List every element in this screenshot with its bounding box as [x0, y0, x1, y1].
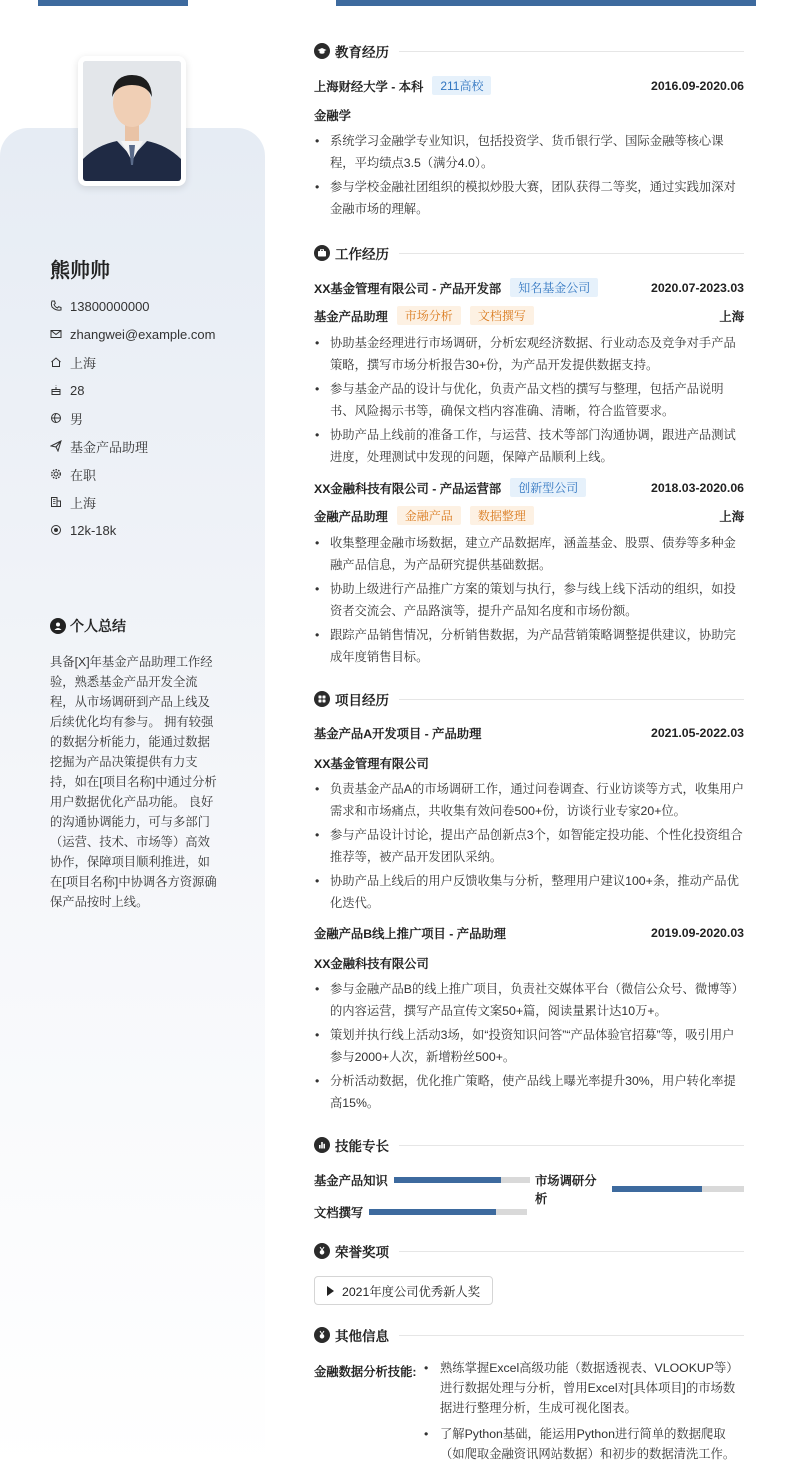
- skill-name: 基金产品知识: [314, 1174, 388, 1188]
- list-item: • 了解Python基础，能运用Python进行简单的数据爬取（如爬取金融资讯网站数据）和初步的数据清洗工作。: [422, 1424, 744, 1464]
- user-icon: [50, 618, 66, 634]
- awards-title: 荣誉奖项: [335, 1245, 389, 1260]
- skill-bar: [369, 1209, 527, 1215]
- project-period: 2019.09-2020.03: [651, 926, 744, 940]
- info-row-email: [50, 320, 215, 348]
- info-row-work-city: [50, 488, 215, 516]
- list-item: • 协助上级进行产品推广方案的策划与执行，参与线上线下活动的组织，如投资者交流会、产品路演等，提升产品知名度和市场份额。: [314, 578, 744, 622]
- info-row-status: [50, 460, 215, 488]
- email-value: zhangwei@example.com: [70, 326, 216, 342]
- medal-icon: [314, 1243, 330, 1259]
- summary-title: 个人总结: [70, 618, 126, 634]
- medal-icon: [314, 1327, 330, 1343]
- project-period: 2021.05-2022.03: [651, 726, 744, 740]
- info-row-phone: [50, 292, 215, 320]
- job-role: 金融产品助理: [314, 509, 388, 524]
- summary-heading: [50, 616, 126, 636]
- status-value: 在职: [70, 467, 97, 483]
- section-divider: [399, 51, 744, 52]
- list-item: • 协助产品上线后的用户反馈收集与分析，整理用户建议100+条，推动产品优化迭代。: [314, 870, 744, 914]
- list-item: • 分析活动数据，优化推广策略，使产品线上曝光率提升30%，用户转化率提高15%。: [314, 1070, 744, 1114]
- project-name: 金融产品B线上推广项目 - 产品助理: [314, 927, 506, 941]
- education-major: 金融学: [314, 109, 351, 123]
- job-period: 2020.07-2023.03: [651, 280, 744, 295]
- phone-icon: [50, 300, 70, 312]
- phone-value: 13800000000: [70, 298, 150, 314]
- project-name: 基金产品A开发项目 - 产品助理: [314, 727, 482, 741]
- job-tag: 知名基金公司: [510, 278, 598, 297]
- cake-icon: [50, 384, 70, 396]
- education-title: 教育经历: [335, 45, 389, 60]
- skill-bar: [394, 1177, 530, 1183]
- education-row: [314, 76, 744, 95]
- other-heading: [314, 1325, 744, 1345]
- job-row: [314, 278, 744, 297]
- section-divider: [399, 699, 744, 700]
- award-item[interactable]: [314, 1276, 493, 1305]
- list-item: • 协助基金经理进行市场调研，分析宏观经济数据、行业动态及竞争对手产品策略，撰写市场分析报告30+份，为产品开发提供数据支持。: [314, 332, 744, 376]
- list-item: • 系统学习金融学专业知识，包括投资学、货币银行学、国际金融等核心课程，平均绩点3.5（满分4.0）。: [314, 130, 744, 174]
- skill-tag: 数据整理: [470, 506, 534, 525]
- age-value: 28: [70, 382, 85, 398]
- job-bullets: [314, 332, 744, 470]
- list-item: • 协助产品上线前的准备工作，与运营、技术等部门沟通协调，跟进产品测试进度，处理测试中发现的问题，保障产品顺利上线。: [314, 424, 744, 468]
- project-row: [314, 724, 744, 742]
- salary-value: 12k-18k: [70, 522, 117, 538]
- play-icon: [327, 1286, 334, 1296]
- building-icon: [50, 496, 70, 508]
- work-title: 工作经历: [335, 247, 389, 262]
- avatar: [78, 56, 186, 186]
- briefcase-icon: [314, 245, 330, 261]
- other-bullets: [422, 1358, 744, 1470]
- skill-tag: 文档撰写: [470, 306, 534, 325]
- projects-heading: [314, 689, 744, 709]
- other-label: 金融数据分析技能:: [314, 1365, 417, 1379]
- skill-tag: 市场分析: [397, 306, 461, 325]
- list-item: • 参与学校金融社团组织的模拟炒股大赛，团队获得二等奖，通过实践加深对金融市场的理解。: [314, 176, 744, 220]
- job-role-row: [314, 306, 744, 325]
- education-heading: [314, 41, 744, 61]
- info-row-gender: [50, 404, 215, 432]
- job-period: 2018.03-2020.06: [651, 480, 744, 495]
- info-row-position: [50, 432, 215, 460]
- gear-icon: [50, 468, 70, 480]
- education-school: 上海财经大学 - 本科: [314, 79, 424, 94]
- work-heading: [314, 243, 744, 263]
- skills-title: 技能专长: [335, 1139, 389, 1154]
- list-item: • 参与产品设计讨论，提出产品创新点3个，如智能定投功能、个性化投资组合推荐等，被产品开发团队采纳。: [314, 824, 744, 868]
- work-city-value: 上海: [70, 495, 97, 511]
- project-bullets: [314, 778, 744, 916]
- other-title: 其他信息: [335, 1329, 389, 1344]
- send-icon: [50, 440, 70, 452]
- project-org: XX金融科技有限公司: [314, 957, 429, 971]
- section-divider: [399, 253, 744, 254]
- job-tag: 创新型公司: [510, 478, 586, 497]
- job-company: XX金融科技有限公司 - 产品运营部: [314, 481, 502, 496]
- skill-bar-fill: [612, 1186, 701, 1192]
- education-bullets: [314, 130, 744, 222]
- avatar-photo: [83, 61, 181, 181]
- skills-heading: [314, 1135, 744, 1155]
- project-org: XX基金管理有限公司: [314, 757, 429, 771]
- job-company: XX基金管理有限公司 - 产品开发部: [314, 281, 502, 296]
- skill-item: [314, 1203, 527, 1221]
- awards-heading: [314, 1241, 744, 1261]
- mail-icon: [50, 328, 70, 340]
- job-city: 上海: [719, 309, 744, 324]
- section-divider: [399, 1145, 744, 1146]
- position-value: 基金产品助理: [70, 439, 149, 455]
- list-item: • 收集整理金融市场数据，建立产品数据库，涵盖基金、股票、债券等多种金融产品信息，为产品研究提供基础数据。: [314, 532, 744, 576]
- skill-bar: [612, 1186, 744, 1192]
- list-item: • 跟踪产品销售情况，分析销售数据，为产品营销策略调整提供建议，协助完成年度销售目标。: [314, 624, 744, 668]
- skill-name: 文档撰写: [314, 1206, 364, 1220]
- info-row-age: [50, 376, 215, 404]
- skill-tag: 金融产品: [397, 506, 461, 525]
- skill-item: [535, 1171, 744, 1207]
- accent-bar-right: [336, 0, 756, 6]
- list-item: • 参与金融产品B的线上推广项目，负责社交媒体平台（微信公众号、微博等）的内容运营，撰写产品宣传文案50+篇，阅读量累计达10万+。: [314, 978, 744, 1022]
- list-item: • 参与基金产品的设计与优化，负责产品文档的撰写与整理，包括产品说明书、风险揭示书等，确保文档内容准确、清晰，符合监管要求。: [314, 378, 744, 422]
- job-city: 上海: [719, 509, 744, 524]
- location-value: 上海: [70, 355, 97, 371]
- gender-icon: [50, 412, 70, 424]
- job-row: [314, 478, 744, 497]
- award-label: 2021年度公司优秀新人奖: [342, 1284, 481, 1299]
- gender-value: 男: [70, 411, 84, 427]
- bar-chart-icon: [314, 1137, 330, 1153]
- job-role: 基金产品助理: [314, 309, 388, 324]
- accent-bar-left: [38, 0, 188, 6]
- graduation-cap-icon: [314, 43, 330, 59]
- list-item: • 负责基金产品A的市场调研工作，通过问卷调查、行业访谈等方式，收集用户需求和市场痛点，共收集有效问卷500+份，访谈行业专家20+位。: [314, 778, 744, 822]
- list-item: • 策划并执行线上活动3场，如“投资知识问答”“产品体验官招募”等，吸引用户参与2000+人次，新增粉丝500+。: [314, 1024, 744, 1068]
- contact-info-list: [50, 292, 215, 544]
- info-row-location: [50, 348, 215, 376]
- project-bullets: [314, 978, 744, 1116]
- skill-item: [314, 1171, 530, 1189]
- projects-title: 项目经历: [335, 693, 389, 708]
- home-icon: [50, 356, 70, 368]
- education-period: 2016.09-2020.06: [651, 78, 744, 93]
- job-bullets: [314, 532, 744, 670]
- job-role-row: [314, 506, 744, 525]
- project-row: [314, 924, 744, 942]
- skill-bar-fill: [369, 1209, 495, 1215]
- skill-name: 市场调研分析: [535, 1174, 597, 1206]
- skill-bar-fill: [394, 1177, 501, 1183]
- target-icon: [50, 524, 70, 536]
- education-tag: 211高校: [432, 76, 491, 95]
- list-item: • 熟练掌握Excel高级功能（数据透视表、VLOOKUP等）进行数据处理与分析，曾用Excel对[具体项目]的市场数据进行整理分析，生成可视化图表。: [422, 1358, 744, 1418]
- profile-name: 熊帅帅: [50, 260, 110, 282]
- section-divider: [399, 1335, 744, 1336]
- summary-text: 具备[X]年基金产品助理工作经验，熟悉基金产品开发全流程，从市场调研到产品上线及后续优化均有参与。 拥有较强的数据分析能力，能通过数据挖掘为产品决策提供有力支持，如在[项目名称]中通过分析用户数据优化产品功能。 良好的沟通协调能力，可与多部门（运营、技术、市场等）高效协作，保障项目顺利推进，如在[项目名称]中协调各方资源确保产品按时上线。: [50, 655, 217, 909]
- info-row-salary: [50, 516, 215, 544]
- grid-icon: [314, 691, 330, 707]
- section-divider: [399, 1251, 744, 1252]
